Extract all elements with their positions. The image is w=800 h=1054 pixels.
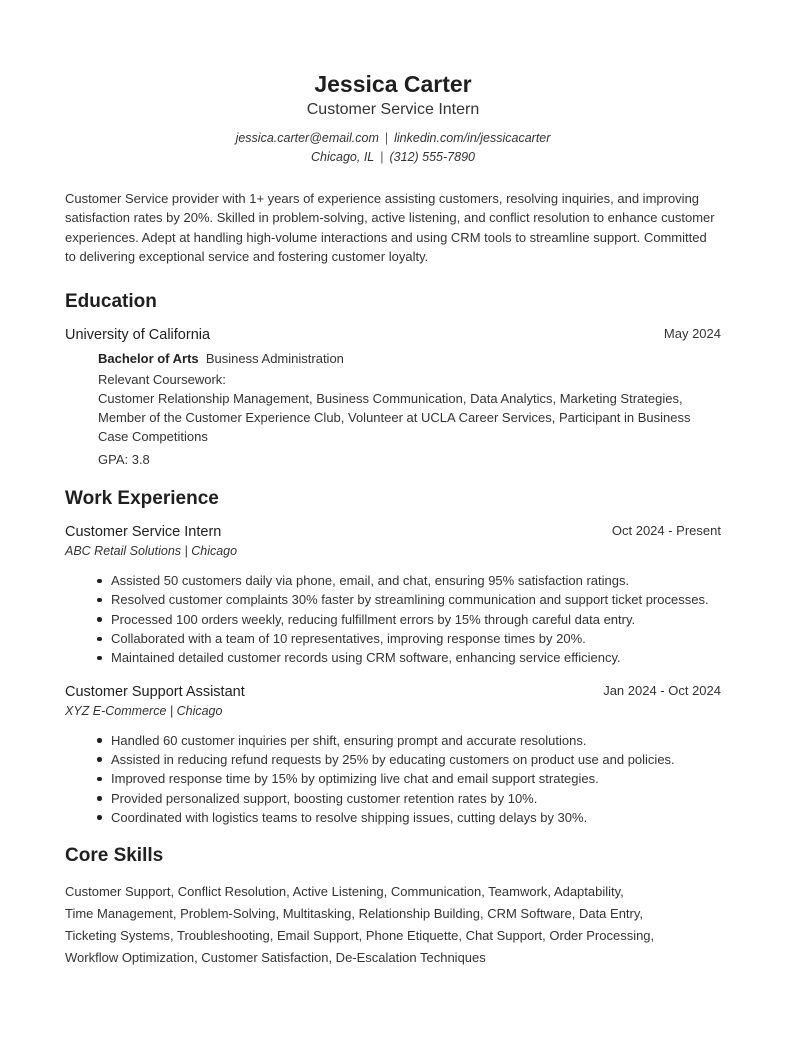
bullet-item: Provided personalized support, boosting customer retention rates by 10%. — [95, 789, 721, 808]
bullet-item: Resolved customer complaints 30% faster by streamlining communication and support ticket processes. — [95, 590, 721, 609]
section-heading-work-experience: Work Experience — [65, 488, 219, 510]
coursework-label: Relevant Coursework: — [98, 372, 226, 388]
email-link[interactable]: jessica.carter@email.com — [235, 131, 379, 145]
job-bullets — [65, 571, 721, 667]
skills-line: Time Management, Problem-Solving, Multitasking, Relationship Building, CRM Software, Data Entry, — [65, 906, 644, 922]
contact-line-1 — [65, 129, 721, 148]
bullet-item: Coordinated with logistics teams to resolve shipping issues, cutting delays by 30%. — [95, 808, 721, 827]
coursework-text: Customer Relationship Management, Business Communication, Data Analytics, Marketing Strategies, Member of the Customer Experience Club, Volunteer at UCLA Career Services, Participant in Business Case Competitions — [98, 391, 691, 445]
job-entry-header — [65, 522, 721, 542]
bullet-item: Maintained detailed customer records using CRM software, enhancing service efficiency. — [95, 648, 721, 667]
job-company: XYZ E-Commerce | Chicago — [65, 703, 223, 718]
job-entry-header — [65, 682, 721, 702]
bullet-item: Assisted 50 customers daily via phone, email, and chat, ensuring 95% satisfaction ratings. — [95, 571, 721, 590]
job-entry — [65, 522, 721, 667]
skills-line: Customer Support, Conflict Resolution, Active Listening, Communication, Teamwork, Adaptability, — [65, 884, 624, 900]
skills-line: Ticketing Systems, Troubleshooting, Email Support, Phone Etiquette, Chat Support, Order Processing, — [65, 928, 655, 944]
degree-field: Business Administration — [205, 351, 344, 367]
job-bullets — [65, 731, 721, 827]
school-name: University of California — [65, 327, 211, 344]
contact-separator: | — [384, 131, 389, 145]
location-text: Chicago, IL — [311, 150, 375, 164]
bullet-item: Improved response time by 15% by optimizing live chat and email support strategies. — [95, 769, 721, 788]
resume-page — [65, 0, 721, 969]
phone-text: (312) 555-7890 — [389, 150, 475, 164]
job-entry — [65, 682, 721, 827]
candidate-role: Customer Service Intern — [306, 101, 480, 118]
job-company: ABC Retail Solutions | Chicago — [65, 544, 238, 559]
gpa-text: GPA: 3.8 — [98, 452, 150, 468]
bullet-item: Collaborated with a team of 10 representatives, improving response times by 20%. — [95, 629, 721, 648]
linkedin-link[interactable]: linkedin.com/in/jessicacarter — [394, 131, 551, 145]
skills-list — [65, 881, 721, 969]
job-date: Jan 2024 - Oct 2024 — [603, 682, 721, 698]
job-title: Customer Service Intern — [65, 524, 222, 541]
job-date: Oct 2024 - Present — [611, 523, 721, 539]
education-details — [65, 349, 721, 469]
education-date: May 2024 — [663, 326, 721, 342]
professional-summary: Customer Service provider with 1+ years of experience assisting customers, resolving inquiries, and improving satisfaction rates by 20%. Skilled in problem-solving, active listening, and conflict resolution to enhance customer experiences. Adept at handling high-volume interactions and using CRM tools to streamline support. Committed to delivering exceptional service and fostering customer loyalty. — [65, 191, 715, 264]
degree-name: Bachelor of Arts — [98, 351, 199, 367]
bullet-item: Handled 60 customer inquiries per shift, ensuring prompt and accurate resolutions. — [95, 731, 721, 750]
skills-line: Workflow Optimization, Customer Satisfaction, De-Escalation Techniques — [65, 950, 486, 966]
candidate-name: Jessica Carter — [314, 71, 472, 97]
section-heading-core-skills: Core Skills — [65, 845, 164, 867]
bullet-item: Assisted in reducing refund requests by 25% by educating customers on product use and policies. — [95, 750, 721, 769]
degree-line — [98, 349, 721, 368]
contact-line-2 — [65, 148, 721, 167]
bullet-item: Processed 100 orders weekly, reducing fulfillment errors by 15% through careful data entry. — [95, 610, 721, 629]
section-heading-education: Education — [65, 291, 157, 313]
contact-separator: | — [380, 150, 384, 164]
resume-header — [65, 0, 721, 167]
education-entry-header — [65, 325, 721, 345]
job-title: Customer Support Assistant — [65, 683, 245, 700]
